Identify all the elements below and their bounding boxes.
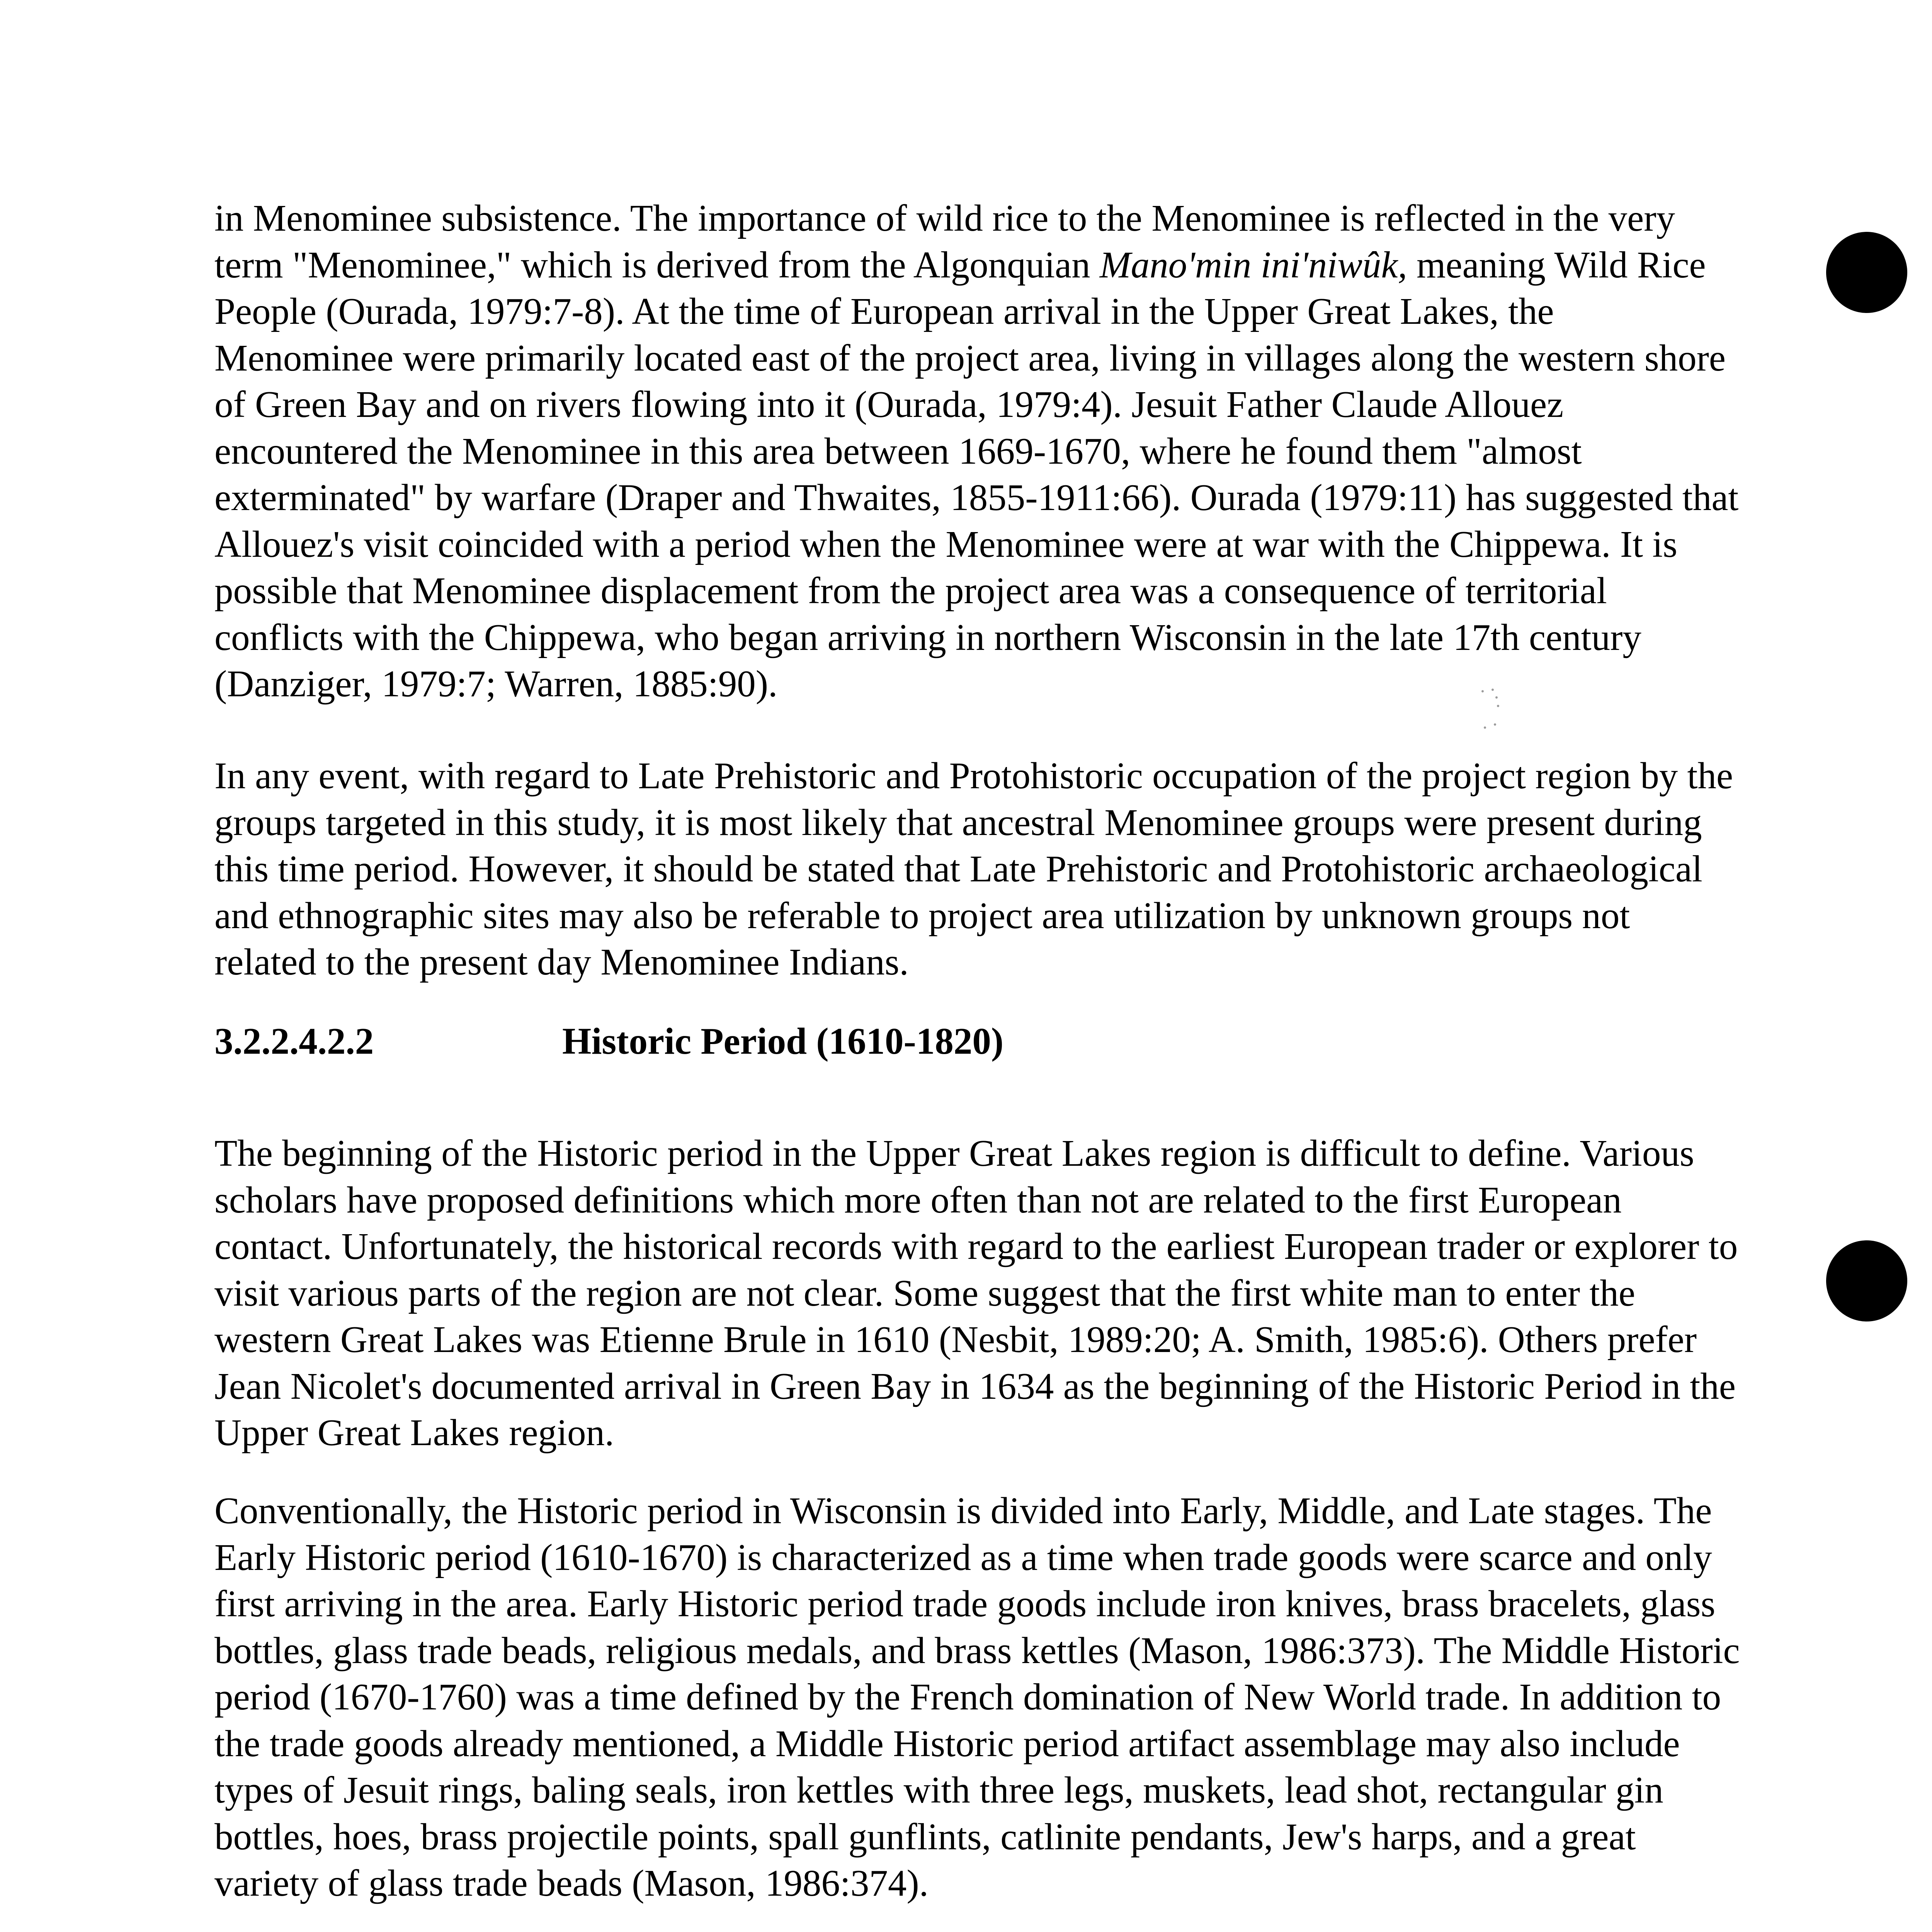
scan-specks: [1480, 688, 1503, 734]
margin-bullet-icon: [1826, 1240, 1907, 1321]
section-heading: [214, 1018, 1741, 1065]
section-title: Historic Period (1610-1820): [562, 1020, 1004, 1062]
algonquian-term: Mano'min ini'niwûk,: [1099, 244, 1407, 286]
paragraph-menominee-subsistence: [214, 195, 1741, 707]
paragraph-text-continued: meaning Wild Rice People (Ourada, 1979:7-8). At the time of European arrival in the Upper Great Lakes, the Menominee were primarily located east of the project area, living in villages along the western shore of Green Bay and on rivers flowing into it (Ourada, 1979:4). Jesuit Father Claude Allouez encountered the Menominee in this area between 1669-1670, where he found them "almost exterminated" by warfare (Draper and Thwaites, 1855-1911:66). Ourada (1979:11) has suggested that Allouez's visit coincided with a period when the Menominee were at war with the Chippewa. It is possible that Menominee displacement from the project area was a consequence of territorial conflicts with the Chippewa, who began arriving in northern Wisconsin in the late 17th century (Danziger, 1979:7; Warren, 1885:90).: [214, 244, 1739, 704]
paragraph-historic-stages: Conventionally, the Historic period in Wisconsin is divided into Early, Middle, and Late stages. The Early Historic period (1610-1670) is characterized as a time when trade goods were scarce and only first arriving in the area. Early Historic period trade goods include iron knives, brass bracelets, glass bottles, glass trade beads, religious medals, and brass kettles (Mason, 1986:373). The Middle Historic period (1670-1760) was a time defined by the French domination of New World trade. In addition to the trade goods already mentioned, a Middle Historic period artifact assemblage may also include types of Jesuit rings, baling seals, iron kettles with three legs, muskets, lead shot, rectangular gin bottles, hoes, brass projectile points, spall gunflints, catlinite pendants, Jew's harps, and a great variety of glass trade beads (Mason, 1986:374).: [214, 1490, 1740, 1904]
paragraph-late-prehistoric: In any event, with regard to Late Prehistoric and Protohistoric occupation of the project region by the groups targeted in this study, it is most likely that ancestral Menominee groups were present during this time period. However, it should be stated that Late Prehistoric and Protohistoric archaeological and ethnographic sites may also be referable to project area utilization by unknown groups not related to the present day Menominee Indians.: [214, 755, 1733, 983]
section-number: 3.2.2.4.2.2: [214, 1020, 374, 1062]
paragraph-historic-beginning: The beginning of the Historic period in the Upper Great Lakes region is difficult to define. Various scholars have proposed definitions which more often than not are related to the first European contact. Unfortunately, the historical records with regard to the earliest European trader or explorer to visit various parts of the region are not clear. Some suggest that the first white man to enter the western Great Lakes was Etienne Brule in 1610 (Nesbit, 1989:20; A. Smith, 1985:6). Others prefer Jean Nicolet's documented arrival in Green Bay in 1634 as the beginning of the Historic Period in the Upper Great Lakes region.: [214, 1133, 1738, 1453]
paragraph-text: in Menominee subsistence. The importance of wild rice to the Menominee is reflected in the very term "Menominee," which is derived from the Algonquian: [214, 197, 1675, 286]
margin-bullet-icon: [1826, 232, 1907, 313]
